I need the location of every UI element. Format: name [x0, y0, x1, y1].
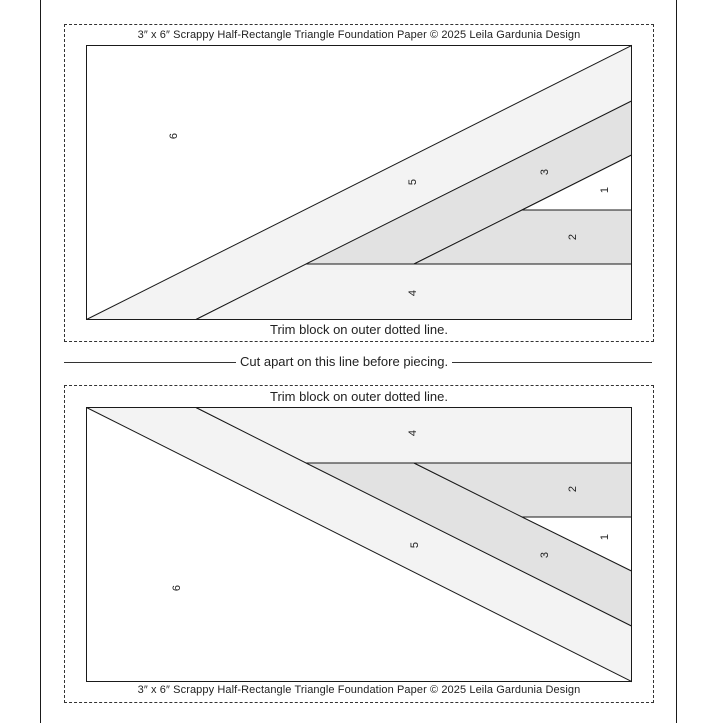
bottom-label-5: 5: [409, 541, 421, 549]
paper-left-edge: [40, 0, 41, 723]
top-block-diagram: [86, 45, 634, 321]
cut-instruction: Cut apart on this line before piecing.: [236, 354, 452, 369]
bottom-label-1: 1: [599, 533, 611, 541]
top-label-4: 4: [407, 289, 419, 297]
top-label-6: 6: [168, 132, 180, 140]
top-label-2: 2: [567, 233, 579, 241]
bottom-label-6: 6: [171, 584, 183, 592]
top-block-header: 3″ x 6″ Scrappy Half-Rectangle Triangle Foundation Paper © 2025 Leila Gardunia Design: [137, 29, 581, 41]
bottom-block-diagram: [86, 407, 634, 683]
bottom-label-3: 3: [539, 551, 551, 559]
top-block-trim-note: Trim block on outer dotted line.: [270, 322, 448, 337]
bottom-block-trim-note: Trim block on outer dotted line.: [270, 389, 448, 404]
top-label-3: 3: [539, 168, 551, 176]
bottom-label-4: 4: [407, 429, 419, 437]
top-label-1: 1: [599, 186, 611, 194]
top-label-5: 5: [407, 178, 419, 186]
paper-right-edge: [676, 0, 677, 723]
bottom-block-header: 3″ x 6″ Scrappy Half-Rectangle Triangle Foundation Paper © 2025 Leila Gardunia Design: [137, 684, 581, 696]
bottom-label-2: 2: [567, 485, 579, 493]
